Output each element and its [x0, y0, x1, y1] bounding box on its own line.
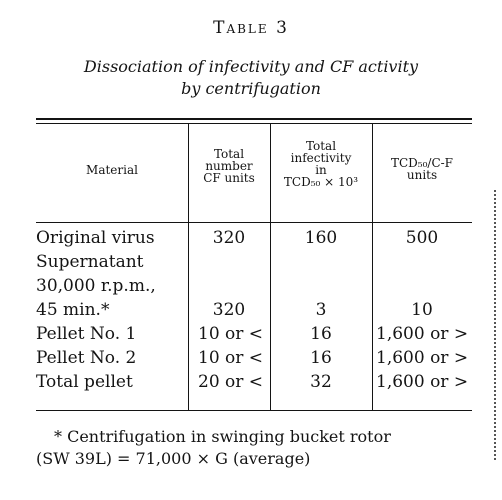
caption-line-2: by centrifugation [181, 79, 321, 98]
table-row [0, 274, 502, 298]
cell-material: Pellet No. 2 [36, 348, 137, 368]
cell-cf-units: 20 or < [198, 372, 264, 392]
cell-cf-units: 10 or < [198, 324, 264, 344]
cell-infectivity: 16 [310, 324, 332, 344]
cell-material: Original virus [36, 228, 155, 248]
cell-infectivity: 32 [310, 372, 332, 392]
header-cf-units [188, 148, 270, 184]
table-row [0, 226, 502, 250]
table-row [0, 298, 502, 322]
cell-ratio: 1,600 or > [376, 372, 469, 392]
header-infectivity-line-1: Total [305, 139, 337, 153]
header-infectivity [270, 140, 372, 188]
cell-cf-units: 320 [212, 228, 246, 248]
header-infectivity-line-2: infectivity [290, 151, 352, 165]
header-ratio-line-2: units [406, 168, 438, 182]
header-ratio-line-1: TCD₅₀/C-F [390, 156, 454, 170]
cell-infectivity: 3 [315, 300, 327, 320]
cell-material: Total pellet [36, 372, 133, 392]
header-ratio [372, 157, 472, 181]
cell-material: Pellet No. 1 [36, 324, 137, 344]
table-row [0, 370, 502, 394]
header-material: Material [86, 163, 138, 177]
header-cf-units-line-2: number [205, 159, 253, 173]
table-footnote [36, 426, 476, 470]
cell-infectivity: 160 [304, 228, 338, 248]
table-label: Table 3 [213, 18, 289, 38]
top-rule-thick [36, 118, 472, 120]
cell-ratio: 1,600 or > [376, 348, 469, 368]
page-edge-specks [494, 190, 499, 460]
cell-cf-units: 10 or < [198, 348, 264, 368]
cell-infectivity: 16 [310, 348, 332, 368]
table-row [0, 322, 502, 346]
header-infectivity-line-4: TCD₅₀ × 10³ [283, 175, 359, 189]
table-row [0, 346, 502, 370]
cell-material: 30,000 r.p.m., [36, 276, 156, 296]
header-rule [36, 222, 472, 223]
header-infectivity-line-3: in [315, 163, 327, 177]
top-rule-thin [36, 123, 472, 124]
table-row [0, 250, 502, 274]
cell-material: 45 min.* [36, 300, 110, 320]
table-caption [0, 56, 502, 100]
footnote-line-1: * Centrifugation in swinging bucket rotor [54, 427, 391, 446]
footnote-line-2: (SW 39L) = 71,000 × G (average) [36, 449, 311, 468]
cell-material: Supernatant [36, 252, 144, 272]
header-cf-units-line-3: CF units [203, 171, 255, 185]
bottom-rule [36, 410, 472, 411]
cell-cf-units: 320 [212, 300, 246, 320]
cell-ratio: 500 [405, 228, 439, 248]
caption-line-1: Dissociation of infectivity and CF activity [83, 57, 419, 76]
cell-ratio: 10 [411, 300, 433, 320]
cell-ratio: 1,600 or > [376, 324, 469, 344]
header-cf-units-line-1: Total [213, 147, 245, 161]
